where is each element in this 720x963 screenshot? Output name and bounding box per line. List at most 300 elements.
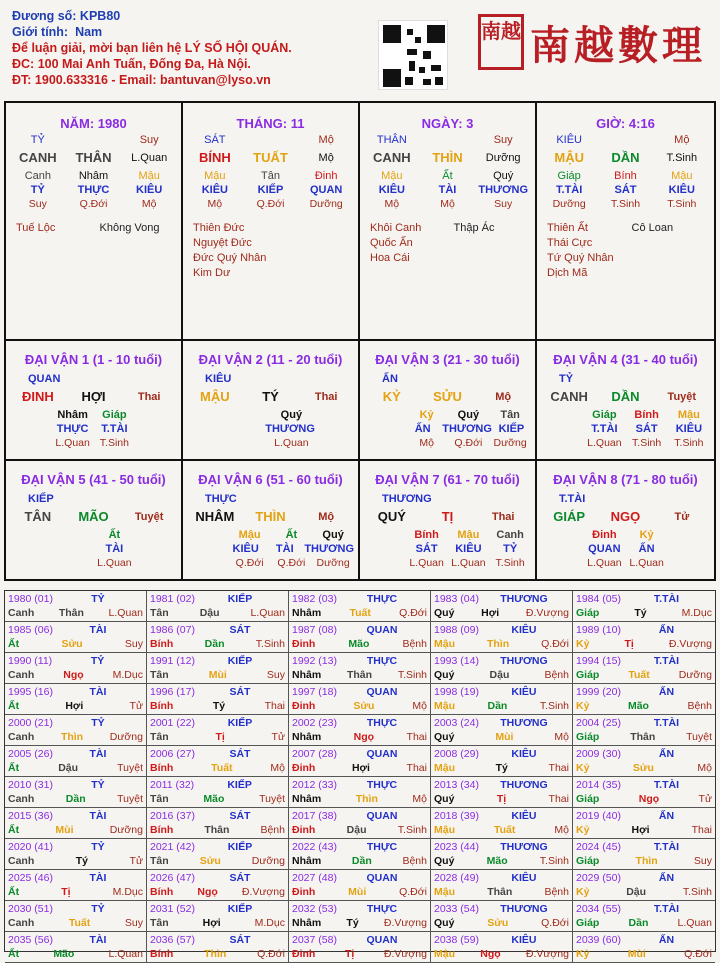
year-label: 2027 (48) [292, 872, 337, 884]
year-god: QUAN [366, 686, 398, 698]
cell-text: Giáp [102, 409, 127, 421]
cell-text: T.Sinh [666, 152, 698, 164]
pillar-row [541, 183, 710, 197]
daivan-god: KIẾP [28, 493, 54, 505]
year-branch: Mùi [495, 731, 514, 743]
year-god: ẤN [658, 748, 675, 760]
star-item: Không Vong [99, 222, 160, 234]
year-phase: M.Dục [112, 886, 143, 898]
year-stem: Canh [8, 855, 35, 867]
year-label: 2012 (33) [292, 779, 337, 791]
year-phase: Tuyệt [686, 731, 712, 743]
year-god: KIẾP [227, 655, 253, 667]
cell-text: KIÊU [556, 134, 582, 146]
year-cell [147, 746, 289, 777]
year-branch: Thân [346, 669, 373, 681]
year-branch: Ngọ [197, 886, 218, 898]
cell-text [135, 422, 177, 436]
year-god: TÀI [89, 686, 107, 698]
year-god: THƯƠNG [500, 779, 548, 791]
cell-text: SÁT [415, 543, 438, 555]
cell-text: Canh [24, 170, 51, 182]
pillar-row [187, 506, 354, 528]
daivan-cell [537, 461, 714, 581]
year-branch: Tý [346, 917, 359, 929]
year-god: TÀI [89, 872, 107, 884]
year-phase: Mộ [554, 731, 569, 743]
seal-logo: 南越 [478, 14, 524, 70]
pillar-row [187, 408, 354, 422]
year-cell [289, 715, 431, 746]
year-branch: Sửu [487, 917, 509, 929]
year-phase: Dưỡng [109, 824, 143, 836]
cell-text: Mộ [318, 134, 334, 146]
cell-text: Giáp [592, 409, 617, 421]
pillar-row [364, 556, 531, 570]
year-god: TỶ [91, 841, 105, 853]
year-phase: Q.Đới [399, 886, 427, 898]
cell-text: THƯƠNG [304, 543, 354, 555]
year-phase: Thai [406, 731, 427, 743]
year-branch: Mão [348, 638, 370, 650]
year-phase: Đ.Vượng [668, 638, 712, 650]
year-branch: Tuất [349, 607, 371, 619]
pillar-row [364, 197, 531, 211]
cell-text [10, 556, 52, 570]
cell-text: NHÂM [195, 509, 235, 524]
year-phase: Q.Đới [257, 948, 285, 960]
cell-text: Mậu [238, 529, 261, 541]
year-stem: Giáp [576, 607, 600, 619]
cell-text: Quý [457, 409, 480, 421]
cell-text: TỶ [503, 543, 518, 555]
pillar-row [187, 147, 354, 169]
year-stem: Giáp [576, 855, 600, 867]
pillar-row [541, 133, 710, 147]
year-phase: Đ.Vượng [525, 948, 569, 960]
year-stem: Kỷ [576, 762, 590, 774]
daivan-title: ĐẠI VẬN 7 (61 - 70 tuổi) [375, 472, 520, 487]
year-stem: Tân [150, 731, 169, 743]
cell-text: SÁT [635, 423, 658, 435]
year-cell [289, 653, 431, 684]
year-god: T.TÀI [653, 841, 680, 853]
year-god: T.TÀI [653, 717, 680, 729]
year-phase: Q.Đới [684, 948, 712, 960]
cell-text: KIÊU [675, 423, 703, 435]
cell-text: L.Quan [629, 557, 664, 569]
cell-text [187, 436, 229, 450]
cell-text: KIÊU [668, 184, 695, 196]
year-branch: Mùi [55, 824, 74, 836]
cell-text: Dưỡng [309, 198, 343, 210]
pillar-row [187, 133, 354, 147]
year-god: KIÊU [511, 624, 537, 636]
year-phase: Bệnh [402, 638, 427, 650]
year-god: TỶ [91, 593, 105, 605]
year-cell [147, 715, 289, 746]
cell-text: ẤN [638, 543, 655, 555]
year-label: 2019 (40) [576, 810, 621, 822]
cell-text: MẬU [554, 150, 584, 165]
year-stem: Quý [434, 855, 455, 867]
year-god: SÁT [229, 624, 251, 636]
cell-text: TỶ [30, 184, 45, 196]
year-branch: Hợi [202, 917, 221, 929]
year-cell [289, 839, 431, 870]
cell-text: TÀI [105, 543, 124, 555]
cell-text: THƯƠNG [442, 423, 492, 435]
year-phase: Suy [266, 669, 285, 681]
year-branch: Tị [61, 886, 71, 898]
stars-list [187, 221, 354, 281]
cell-text: THƯƠNG [478, 184, 529, 196]
year-branch: Dần [487, 700, 508, 712]
cell-text: Ất [442, 170, 453, 182]
cell-text: Đinh [314, 170, 338, 182]
year-cell [5, 870, 147, 901]
star-item: Thiên Đức [193, 222, 245, 234]
year-stem: Đinh [292, 824, 316, 836]
year-cell [147, 870, 289, 901]
year-stem: Quý [434, 669, 455, 681]
stars-list [541, 221, 710, 281]
year-stem: Quý [434, 793, 455, 805]
year-label: 2018 (39) [434, 810, 479, 822]
year-stem: Tân [150, 669, 169, 681]
cell-text: L.Quan [55, 437, 90, 449]
star-item: Khôi Canh [370, 222, 422, 234]
year-god: TỶ [91, 779, 105, 791]
year-cell [289, 808, 431, 839]
year-god: KIẾP [227, 593, 253, 605]
year-phase: Mộ [412, 793, 427, 805]
year-branch: Dần [628, 917, 649, 929]
year-branch: Thìn [60, 731, 84, 743]
gender-label: Giới tính: [12, 25, 69, 39]
cell-text: Quý [280, 409, 303, 421]
year-phase: Bệnh [260, 824, 285, 836]
year-cell [573, 901, 715, 932]
pillar-row [364, 542, 531, 556]
year-stem: Mậu [434, 948, 455, 960]
year-god: THỰC [366, 841, 398, 853]
year-label: 2017 (38) [292, 810, 337, 822]
cell-text: L.Quan [131, 152, 168, 164]
year-cell [147, 777, 289, 808]
cell-text: Suy [28, 198, 47, 210]
year-stem: Giáp [576, 917, 600, 929]
daivan-cell [6, 341, 183, 461]
year-god: THỰC [366, 655, 398, 667]
pillar-row [187, 528, 354, 542]
cell-text: QUÝ [377, 509, 406, 524]
year-cell [5, 777, 147, 808]
year-branch: Dậu [58, 762, 79, 774]
cell-text: MẬU [200, 389, 230, 404]
year-branch: Tị [344, 948, 355, 960]
year-branch: Sửu [353, 700, 375, 712]
cell-text: MÃO [78, 509, 109, 524]
year-god: KIẾP [227, 779, 252, 791]
daivan-god: QUAN [28, 373, 61, 385]
year-label: 2039 (60) [576, 934, 621, 946]
year-cell [5, 932, 147, 963]
year-label: 1980 (01) [8, 593, 53, 605]
year-branch: Dần [204, 638, 225, 650]
cell-text: Giáp [557, 170, 581, 182]
year-stem: Bính [150, 886, 174, 898]
cell-text: HỢI [81, 389, 106, 404]
year-phase: Suy [124, 917, 143, 929]
phone-email-line: ĐT: 1900.633316 - Email: bantuvan@lyso.vn [12, 73, 271, 87]
cell-text: BÍNH [198, 150, 231, 165]
year-stem: Đinh [292, 700, 316, 712]
daivan-cell [183, 461, 360, 581]
cell-text: T.Sinh [610, 198, 641, 210]
star-item: Thập Ác [453, 222, 495, 234]
year-label: 1989 (10) [576, 624, 621, 636]
cell-text: Thai [314, 391, 338, 403]
year-label: 2014 (35) [576, 779, 621, 791]
year-label: 2035 (56) [8, 934, 53, 946]
year-phase: Suy [124, 638, 143, 650]
pillar-row [541, 542, 710, 556]
year-stem: Nhâm [292, 731, 322, 743]
year-cell [573, 591, 715, 622]
cell-text: Ất [285, 529, 298, 541]
cell-text: L.Quan [587, 557, 622, 569]
year-cell [289, 777, 431, 808]
year-cell [5, 901, 147, 932]
year-cell [289, 684, 431, 715]
year-phase: Tử [698, 793, 712, 805]
cell-text: T.TÀI [556, 184, 583, 196]
year-cell [289, 622, 431, 653]
year-stem: Tân [150, 917, 169, 929]
year-cell [5, 839, 147, 870]
daivan-cell [537, 341, 714, 461]
year-cell [5, 746, 147, 777]
pillar-title: NĂM: 1980 [60, 116, 127, 131]
cell-text: Bính [634, 409, 659, 421]
cell-text [541, 542, 583, 556]
year-branch: Hợi [65, 700, 84, 712]
year-label: 1996 (17) [150, 686, 195, 698]
year-cell [5, 715, 147, 746]
year-god: T.TÀI [653, 655, 680, 667]
year-label: 2021 (42) [150, 841, 195, 853]
year-stem: Canh [8, 917, 35, 929]
year-god: THỰC [366, 903, 398, 915]
pillar-row [187, 422, 354, 436]
cell-text: Bính [414, 529, 439, 541]
year-branch: Tuất [494, 824, 516, 836]
year-branch: Dậu [346, 824, 367, 836]
cell-text: TÂN [24, 509, 52, 524]
cell-text: T.Sinh [495, 557, 525, 569]
year-god: THỰC [366, 779, 398, 791]
pillar-row [10, 422, 177, 436]
cell-text: SỬU [433, 389, 462, 404]
daivan-god: TỶ [559, 373, 574, 385]
year-label: 2023 (44) [434, 841, 479, 853]
cell-text [187, 422, 226, 436]
year-label: 2007 (28) [292, 748, 337, 760]
cell-text: Canh [496, 529, 524, 541]
year-cell [431, 932, 573, 963]
cell-text: Mậu [381, 170, 403, 182]
cell-text: CANH [19, 150, 57, 165]
year-label: 1990 (11) [8, 655, 53, 667]
year-branch: Thân [204, 824, 230, 836]
cell-text: Dưỡng [316, 557, 350, 569]
cell-text: Tuyệt [667, 391, 697, 403]
cell-text: Tân [261, 170, 280, 182]
year-branch: Tý [495, 762, 508, 774]
year-cell [573, 932, 715, 963]
year-label: 2005 (26) [8, 748, 53, 760]
year-phase: Bệnh [544, 886, 569, 898]
daivan-title: ĐẠI VẬN 4 (31 - 40 tuổi) [553, 352, 698, 367]
cell-text [226, 422, 265, 436]
year-branch: Dần [351, 855, 372, 867]
pillar-row [187, 169, 354, 183]
gender-value: Nam [75, 25, 103, 39]
year-god: T.TÀI [653, 593, 680, 605]
year-branch: Tị [496, 793, 507, 805]
year-god: KIÊU [511, 810, 537, 822]
cell-text: THƯƠNG [265, 423, 315, 435]
pillar-row [364, 147, 531, 169]
year-stem: Đinh [292, 886, 316, 898]
year-label: 2004 (25) [576, 717, 621, 729]
year-stem: Mậu [434, 824, 455, 836]
cell-text: Kỷ [419, 409, 434, 421]
year-cell [147, 684, 289, 715]
star-item: Hoa Cái [370, 252, 410, 264]
cell-text [187, 528, 229, 542]
cell-text: T.TÀI [101, 423, 128, 435]
cell-text: CANH [550, 389, 588, 404]
cell-text: ẤN [414, 423, 431, 435]
cell-text [243, 133, 299, 147]
year-god: T.TÀI [653, 779, 680, 791]
year-god: TÀI [89, 810, 107, 822]
year-cell [573, 808, 715, 839]
year-cell [289, 901, 431, 932]
pillar-row [541, 506, 710, 528]
year-god: TỶ [91, 903, 105, 915]
cell-text: T.Sinh [99, 437, 129, 449]
pillar-cell [360, 103, 537, 341]
pillar-row [187, 542, 354, 556]
year-label: 1984 (05) [576, 593, 621, 605]
year-label: 2031 (52) [150, 903, 195, 915]
year-stem: Ất [8, 948, 20, 960]
cell-text [541, 436, 583, 450]
cell-text: Ất [108, 529, 121, 541]
pillar-row [541, 556, 710, 570]
year-branch: Dần [65, 793, 86, 805]
cell-text: ĐINH [21, 389, 54, 404]
cell-text: Tân [500, 409, 520, 421]
pillar-row [541, 436, 710, 450]
year-label: 2002 (23) [292, 717, 337, 729]
year-god: KIÊU [511, 748, 537, 760]
year-god: THƯƠNG [500, 655, 548, 667]
year-phase: Dưỡng [678, 669, 712, 681]
pillar-row [187, 386, 354, 408]
pillar-cell [537, 103, 714, 341]
year-phase: Q.Đới [399, 607, 427, 619]
year-phase: Mộ [412, 700, 427, 712]
cell-text: KIÊU [378, 184, 405, 196]
year-branch: Thìn [486, 638, 510, 650]
brand-logo: 南越數理 [530, 22, 706, 69]
cell-text [135, 408, 177, 422]
year-stem: Bính [150, 948, 174, 960]
year-stem: Bính [150, 638, 174, 650]
cell-text: Mậu [671, 170, 693, 182]
cell-text: Mộ [440, 198, 455, 210]
year-label: 2020 (41) [8, 841, 53, 853]
pillar-title: THÁNG: 11 [236, 116, 305, 131]
cell-text: Mậu [204, 170, 226, 182]
pillar-row [187, 556, 354, 570]
cell-text: Mộ [318, 511, 335, 523]
year-god: SÁT [229, 934, 251, 946]
pillar-row [10, 556, 177, 570]
cell-text: L.Quan [409, 557, 444, 569]
year-branch: Mùi [627, 948, 646, 960]
pillar-row [364, 169, 531, 183]
year-cell [147, 932, 289, 963]
year-stem: Đinh [292, 638, 316, 650]
cell-text: Nhâm [57, 409, 88, 421]
cell-text: QUAN [309, 184, 343, 196]
year-label: 2029 (50) [576, 872, 621, 884]
cell-text [668, 528, 710, 542]
year-stem: Kỷ [576, 948, 590, 960]
cell-text: T.Sinh [632, 437, 662, 449]
cell-text: TUẤT [253, 150, 288, 165]
year-stem: Ất [8, 762, 20, 774]
year-stem: Ất [8, 886, 20, 898]
year-god: KIÊU [511, 934, 537, 946]
year-label: 1997 (18) [292, 686, 337, 698]
year-stem: Nhâm [292, 669, 322, 681]
cell-text: KIÊU [136, 184, 163, 196]
year-cell [573, 839, 715, 870]
cell-text: Tuyệt [134, 511, 164, 523]
year-stem: Canh [8, 607, 35, 619]
pillar-row [364, 506, 531, 528]
year-cell [431, 901, 573, 932]
year-god: T.TÀI [653, 903, 680, 915]
year-stem: Tân [150, 855, 169, 867]
year-cell [431, 777, 573, 808]
year-branch: Mão [627, 700, 649, 712]
year-stem: Kỷ [576, 886, 590, 898]
cell-text: T.Sinh [674, 437, 704, 449]
cell-text [66, 133, 122, 147]
pillar-row [541, 528, 710, 542]
cell-text [541, 422, 583, 436]
cell-text [187, 556, 229, 570]
year-phase: Đ.Vượng [383, 948, 427, 960]
star-item: Tứ Quý Nhân [547, 252, 614, 264]
